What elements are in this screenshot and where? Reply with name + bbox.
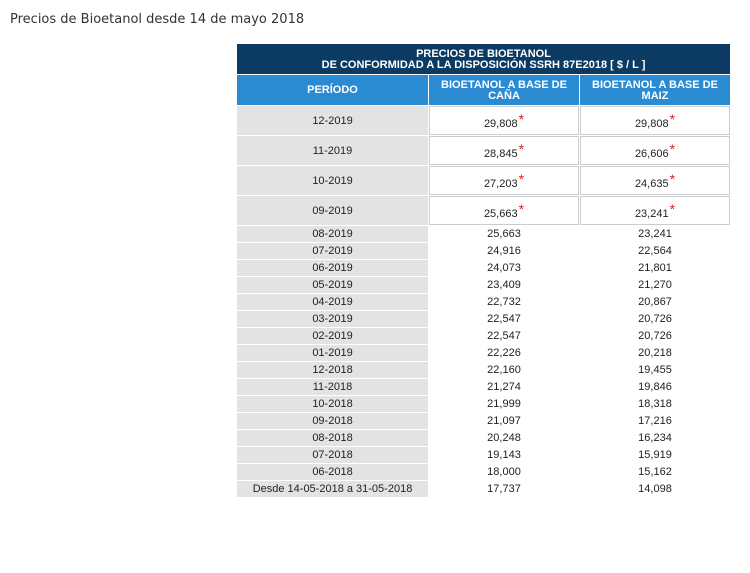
cell-periodo-text: 11-2018	[312, 381, 353, 393]
table-row	[237, 106, 730, 135]
bioetanol-price-table	[236, 43, 731, 498]
cell-cana-text: 20,248	[487, 432, 521, 444]
cell-cana-text: 18,000	[487, 466, 521, 478]
table-row	[237, 396, 730, 412]
cell-cana	[429, 345, 579, 361]
asterisk-mark: *	[669, 111, 676, 127]
cell-maiz	[580, 447, 730, 463]
cell-cana	[429, 294, 579, 310]
cell-maiz	[580, 464, 730, 480]
asterisk-mark: *	[518, 171, 525, 187]
cell-periodo-text: 11-2019	[312, 144, 353, 157]
cell-maiz-text: 18,318	[638, 398, 672, 410]
cell-periodo-text: 07-2018	[312, 449, 353, 461]
table-row	[237, 260, 730, 276]
cell-periodo	[237, 106, 428, 135]
cell-periodo-text: 03-2019	[312, 313, 353, 325]
table-title-line2: DE CONFORMIDAD A LA DISPOSICIÓN SSRH 87E2018 [ $ / L ]	[321, 59, 646, 71]
cell-periodo	[237, 311, 428, 327]
cell-cana-text: 29,808	[483, 118, 518, 130]
cell-maiz-text: 17,216	[638, 415, 672, 427]
cell-periodo	[237, 413, 428, 429]
cell-cana	[429, 430, 579, 446]
cell-maiz-text: 20,867	[638, 296, 672, 308]
table-header-row	[237, 75, 730, 105]
cell-cana	[429, 166, 579, 195]
page-title: Precios de Bioetanol desde 14 de mayo 2018	[10, 12, 305, 27]
cell-maiz	[580, 396, 730, 412]
cell-cana-text: 22,547	[487, 330, 521, 342]
table-row	[237, 481, 730, 497]
cell-periodo-text: Desde 14-05-2018 a 31-05-2018	[252, 483, 413, 495]
cell-maiz	[580, 277, 730, 293]
table-title-row	[237, 44, 730, 74]
cell-maiz-text: 14,098	[638, 483, 672, 495]
cell-periodo	[237, 328, 428, 344]
cell-maiz	[580, 243, 730, 259]
cell-cana-text: 28,845	[483, 148, 518, 160]
table-title-line1: PRECIOS DE BIOETANOL	[416, 48, 551, 60]
cell-cana-text: 19,143	[487, 449, 521, 461]
asterisk-mark: *	[518, 201, 525, 217]
cell-cana-text: 17,737	[487, 483, 521, 495]
cell-cana	[429, 243, 579, 259]
cell-maiz	[580, 260, 730, 276]
asterisk-mark: *	[669, 141, 676, 157]
cell-cana-text: 25,663	[487, 228, 521, 240]
table-title	[237, 44, 730, 74]
cell-maiz-text: 20,726	[638, 330, 672, 342]
cell-maiz-text: 26,606	[634, 148, 669, 160]
cell-periodo-text: 05-2019	[312, 279, 353, 291]
cell-periodo	[237, 243, 428, 259]
cell-periodo	[237, 345, 428, 361]
cell-periodo	[237, 226, 428, 242]
cell-periodo-text: 06-2019	[312, 262, 353, 274]
cell-periodo	[237, 481, 428, 497]
table-row	[237, 243, 730, 259]
cell-periodo-text: 08-2019	[312, 228, 353, 240]
cell-maiz-text: 23,241	[638, 228, 672, 240]
table-row	[237, 464, 730, 480]
cell-cana-text: 25,663	[483, 208, 518, 220]
cell-maiz	[580, 481, 730, 497]
cell-periodo-text: 08-2018	[312, 432, 353, 444]
cell-maiz-text: 24,635	[634, 178, 669, 190]
cell-cana-text: 22,226	[487, 347, 521, 359]
cell-cana	[429, 196, 579, 225]
cell-maiz-text: 16,234	[638, 432, 672, 444]
cell-cana-text: 23,409	[487, 279, 521, 291]
cell-cana	[429, 277, 579, 293]
cell-cana-text: 22,547	[487, 313, 521, 325]
table-row	[237, 136, 730, 165]
cell-cana-text: 21,274	[487, 381, 521, 393]
cell-maiz	[580, 106, 730, 135]
cell-periodo-text: 10-2018	[312, 398, 353, 410]
cell-maiz	[580, 345, 730, 361]
cell-periodo-text: 07-2019	[312, 245, 353, 257]
cell-periodo	[237, 464, 428, 480]
cell-maiz-text: 21,270	[638, 279, 672, 291]
cell-cana	[429, 379, 579, 395]
cell-maiz-text: 20,726	[638, 313, 672, 325]
cell-maiz-text: 29,808	[634, 118, 669, 130]
cell-maiz-text: 22,564	[638, 245, 672, 257]
cell-maiz-text: 21,801	[638, 262, 672, 274]
cell-maiz	[580, 413, 730, 429]
asterisk-mark: *	[518, 111, 525, 127]
table-row	[237, 345, 730, 361]
cell-maiz	[580, 294, 730, 310]
cell-cana-text: 22,732	[487, 296, 521, 308]
cell-cana	[429, 396, 579, 412]
col-header-cana: BIOETANOL A BASE DE CAÑA	[429, 75, 579, 105]
table-row	[237, 196, 730, 225]
cell-periodo	[237, 136, 428, 165]
cell-periodo	[237, 447, 428, 463]
table-row	[237, 294, 730, 310]
col-header-periodo: PERÍODO	[237, 75, 428, 105]
cell-periodo	[237, 277, 428, 293]
cell-maiz-text: 15,919	[638, 449, 672, 461]
table-row	[237, 311, 730, 327]
cell-maiz-text: 19,455	[638, 364, 672, 376]
cell-maiz	[580, 328, 730, 344]
table-row	[237, 277, 730, 293]
cell-cana	[429, 136, 579, 165]
cell-maiz	[580, 379, 730, 395]
cell-periodo	[237, 294, 428, 310]
cell-periodo-text: 04-2019	[312, 296, 353, 308]
table-row	[237, 413, 730, 429]
cell-maiz-text: 23,241	[634, 208, 669, 220]
cell-periodo	[237, 196, 428, 225]
asterisk-mark: *	[518, 141, 525, 157]
cell-maiz	[580, 166, 730, 195]
cell-periodo	[237, 166, 428, 195]
cell-cana	[429, 260, 579, 276]
cell-periodo	[237, 396, 428, 412]
cell-cana	[429, 413, 579, 429]
col-header-maiz: BIOETANOL A BASE DE MAIZ	[580, 75, 730, 105]
cell-periodo	[237, 260, 428, 276]
cell-periodo	[237, 362, 428, 378]
cell-cana	[429, 481, 579, 497]
table-row	[237, 379, 730, 395]
table-row	[237, 362, 730, 378]
cell-cana	[429, 464, 579, 480]
table-row	[237, 447, 730, 463]
cell-maiz	[580, 196, 730, 225]
cell-periodo-text: 10-2019	[312, 174, 353, 187]
table-row	[237, 328, 730, 344]
table-row	[237, 226, 730, 242]
cell-cana	[429, 328, 579, 344]
cell-periodo-text: 01-2019	[312, 347, 353, 359]
cell-maiz-text: 15,162	[638, 466, 672, 478]
table-row	[237, 430, 730, 446]
cell-periodo-text: 09-2019	[312, 204, 353, 217]
cell-periodo-text: 09-2018	[312, 415, 353, 427]
cell-cana-text: 24,073	[487, 262, 521, 274]
cell-cana	[429, 447, 579, 463]
cell-maiz-text: 19,846	[638, 381, 672, 393]
cell-periodo-text: 12-2019	[312, 114, 353, 127]
cell-maiz	[580, 362, 730, 378]
cell-maiz-text: 20,218	[638, 347, 672, 359]
cell-cana-text: 21,999	[487, 398, 521, 410]
cell-cana	[429, 106, 579, 135]
cell-periodo	[237, 379, 428, 395]
cell-cana-text: 22,160	[487, 364, 521, 376]
cell-periodo-text: 06-2018	[312, 466, 353, 478]
cell-cana	[429, 362, 579, 378]
cell-cana	[429, 226, 579, 242]
cell-maiz	[580, 430, 730, 446]
cell-cana-text: 24,916	[487, 245, 521, 257]
cell-periodo	[237, 430, 428, 446]
table-row	[237, 166, 730, 195]
cell-periodo-text: 02-2019	[312, 330, 353, 342]
cell-maiz	[580, 311, 730, 327]
cell-cana-text: 21,097	[487, 415, 521, 427]
cell-maiz	[580, 226, 730, 242]
cell-maiz	[580, 136, 730, 165]
asterisk-mark: *	[669, 171, 676, 187]
cell-periodo-text: 12-2018	[312, 364, 353, 376]
asterisk-mark: *	[669, 201, 676, 217]
cell-cana-text: 27,203	[483, 178, 518, 190]
cell-cana	[429, 311, 579, 327]
